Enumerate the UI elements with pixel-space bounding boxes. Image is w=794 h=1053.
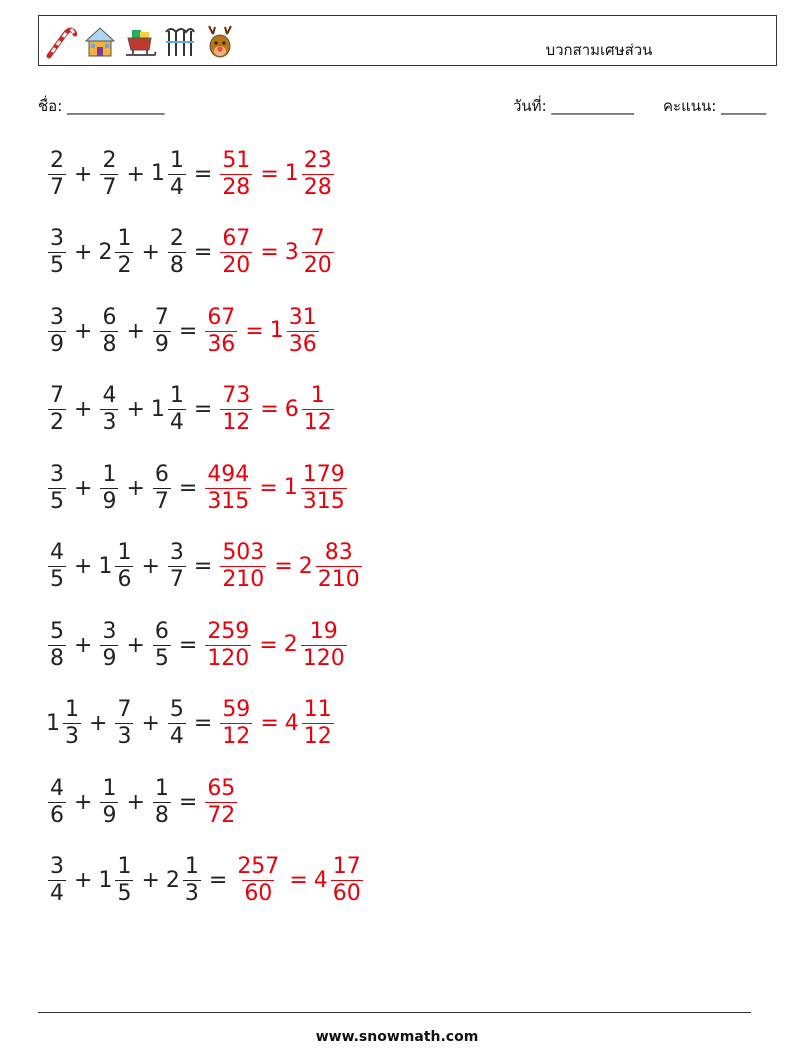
fraction-stack — [331, 854, 363, 907]
numerator: 4 — [50, 775, 64, 801]
fraction — [166, 697, 188, 750]
whole-number: 1 — [283, 475, 298, 500]
plus-sign: + — [126, 318, 145, 344]
fraction — [218, 148, 254, 201]
fraction — [98, 226, 135, 279]
plus-sign: + — [126, 475, 145, 501]
fraction-stack — [168, 226, 186, 279]
fraction-stack — [168, 697, 186, 750]
equals-sign: = — [260, 711, 279, 736]
fraction-stack — [301, 619, 347, 672]
reindeer-icon — [203, 22, 237, 60]
whole-number: 2 — [165, 867, 180, 893]
candy-cane-icon — [43, 22, 77, 60]
fraction — [46, 148, 68, 201]
numerator: 51 — [222, 147, 251, 173]
denominator: 315 — [207, 488, 250, 514]
whole-number: 1 — [46, 710, 60, 736]
whole-number: 1 — [150, 396, 165, 422]
numerator: 31 — [288, 304, 317, 330]
fraction-stack — [183, 854, 201, 907]
numerator: 2 — [50, 147, 64, 173]
fraction — [314, 854, 365, 907]
whole-number: 1 — [98, 867, 113, 893]
denominator: 8 — [169, 253, 184, 278]
score-field: คะแนน: ______ — [663, 97, 767, 115]
fraction — [98, 619, 120, 672]
fraction-stack — [168, 383, 186, 436]
fraction-stack — [302, 383, 334, 436]
denominator: 7 — [50, 174, 64, 200]
whole-number: 2 — [283, 632, 298, 657]
fraction — [270, 305, 321, 358]
denominator: 2 — [117, 253, 132, 278]
equals-sign: = — [289, 868, 308, 893]
numerator: 3 — [50, 854, 64, 879]
numerator: 3 — [50, 304, 64, 330]
numerator: 179 — [302, 461, 345, 487]
numerator: 1 — [117, 540, 132, 565]
numerator: 1 — [184, 854, 199, 879]
problem-row — [46, 456, 349, 520]
equals-sign: = — [274, 554, 293, 579]
numerator: 5 — [169, 697, 184, 722]
denominator: 7 — [154, 488, 169, 514]
fraction-stack — [48, 462, 66, 515]
fraction-stack — [115, 697, 133, 750]
fraction — [151, 619, 173, 672]
numerator: 1 — [117, 854, 132, 879]
fraction — [46, 697, 83, 750]
fraction-stack — [100, 462, 118, 515]
numerator: 7 — [50, 383, 64, 408]
numerator: 3 — [102, 618, 117, 644]
numerator: 1 — [169, 383, 184, 408]
fraction — [166, 854, 203, 907]
equals-sign: = — [208, 868, 228, 893]
plus-sign: + — [141, 240, 160, 265]
fraction-stack — [220, 226, 252, 279]
denominator: 5 — [50, 488, 64, 514]
numerator: 1 — [102, 461, 117, 487]
denominator: 9 — [154, 331, 169, 357]
fraction — [151, 305, 173, 358]
denominator: 8 — [50, 645, 64, 671]
fraction — [218, 697, 254, 750]
fraction — [151, 383, 188, 436]
fraction — [98, 305, 120, 358]
name-field: ชื่อ: _____________ — [38, 97, 165, 115]
plus-sign: + — [74, 554, 93, 579]
denominator: 210 — [317, 567, 360, 592]
fraction — [285, 226, 336, 279]
plus-sign: + — [141, 711, 160, 736]
denominator: 4 — [50, 881, 64, 906]
problem-row — [46, 378, 336, 442]
numerator: 6 — [154, 618, 169, 644]
fraction-stack — [220, 148, 252, 201]
fraction-stack — [220, 383, 252, 436]
equals-sign: = — [260, 397, 279, 422]
numerator: 67 — [222, 226, 251, 251]
numerator: 23 — [303, 147, 332, 173]
whole-number: 1 — [150, 161, 165, 186]
website-footer: www.snowmath.com — [315, 1029, 479, 1045]
fraction-stack — [115, 854, 133, 907]
plus-sign: + — [74, 868, 93, 893]
denominator: 9 — [102, 802, 117, 828]
numerator: 503 — [222, 540, 265, 565]
plus-sign: + — [74, 161, 93, 187]
denominator: 60 — [332, 881, 361, 906]
fraction-stack — [168, 540, 186, 593]
equals-sign: = — [259, 632, 278, 658]
fraction — [299, 540, 364, 593]
numerator: 4 — [102, 383, 117, 408]
fraction — [233, 854, 283, 907]
fraction — [98, 383, 120, 436]
numerator: 3 — [169, 540, 184, 565]
fraction-stack — [205, 462, 251, 515]
whole-number: 4 — [284, 710, 299, 736]
denominator: 5 — [50, 567, 64, 592]
fraction — [218, 226, 254, 279]
denominator: 3 — [102, 410, 117, 435]
problem-row — [46, 299, 321, 363]
fraction — [113, 697, 135, 750]
fraction-stack — [115, 226, 133, 279]
denominator: 120 — [302, 645, 345, 671]
fraction — [166, 226, 188, 279]
fence-icon — [163, 22, 197, 60]
fraction-stack — [287, 305, 319, 358]
fraction-stack — [302, 697, 334, 750]
denominator: 5 — [50, 253, 64, 278]
denominator: 36 — [288, 331, 317, 357]
fraction — [151, 462, 173, 515]
plus-sign: + — [141, 868, 160, 893]
numerator: 6 — [102, 304, 117, 330]
numerator: 11 — [303, 697, 332, 722]
fraction-stack — [302, 148, 334, 201]
fraction-stack — [48, 540, 66, 593]
fraction-stack — [115, 540, 133, 593]
fraction-stack — [301, 462, 347, 515]
numerator: 257 — [237, 854, 280, 879]
numerator: 7 — [117, 697, 132, 722]
equals-sign: = — [178, 789, 198, 815]
denominator: 12 — [222, 410, 251, 435]
problem-row — [46, 535, 364, 599]
equals-sign: = — [193, 711, 213, 736]
fraction — [98, 854, 135, 907]
problem-row — [46, 142, 336, 206]
sleigh-icon — [123, 22, 157, 60]
fraction-stack — [48, 776, 66, 829]
denominator: 3 — [117, 724, 132, 749]
fraction — [46, 226, 68, 279]
denominator: 315 — [302, 488, 345, 514]
fraction-stack — [48, 226, 66, 279]
fraction — [285, 148, 336, 201]
numerator: 59 — [222, 697, 251, 722]
denominator: 12 — [222, 724, 251, 749]
fraction-stack — [205, 776, 237, 829]
fraction — [46, 462, 68, 515]
denominator: 28 — [303, 174, 332, 200]
numerator: 1 — [154, 775, 169, 801]
numerator: 19 — [309, 618, 338, 644]
plus-sign: + — [74, 318, 93, 344]
house-icon — [83, 22, 117, 60]
whole-number: 1 — [284, 161, 299, 186]
plus-sign: + — [74, 475, 93, 501]
denominator: 60 — [244, 881, 273, 906]
fraction — [203, 462, 253, 515]
equals-sign: = — [193, 161, 213, 187]
problem-row — [46, 770, 239, 834]
fraction — [203, 305, 239, 358]
fraction-stack — [153, 305, 171, 358]
fraction-stack — [48, 383, 66, 436]
denominator: 7 — [169, 567, 184, 592]
numerator: 67 — [207, 304, 236, 330]
denominator: 4 — [169, 724, 184, 749]
fraction-stack — [205, 305, 237, 358]
numerator: 1 — [117, 226, 132, 251]
denominator: 9 — [102, 645, 117, 671]
numerator: 3 — [50, 461, 64, 487]
equals-sign: = — [178, 475, 198, 501]
equals-sign: = — [193, 240, 213, 265]
footer-divider — [38, 1012, 751, 1013]
worksheet-header — [38, 15, 777, 66]
equals-sign: = — [259, 475, 278, 501]
fraction-stack — [63, 697, 81, 750]
denominator: 210 — [222, 567, 265, 592]
numerator: 6 — [154, 461, 169, 487]
numerator: 1 — [310, 383, 325, 408]
problem-row — [46, 613, 349, 677]
numerator: 1 — [169, 147, 184, 173]
fraction-stack — [48, 305, 66, 358]
fraction-stack — [316, 540, 362, 593]
plus-sign: + — [74, 632, 93, 658]
fraction — [151, 148, 188, 201]
fraction-stack — [48, 148, 66, 201]
date-field: วันที่: ___________ — [513, 97, 634, 115]
denominator: 4 — [169, 410, 184, 435]
fraction — [285, 697, 336, 750]
denominator: 8 — [102, 331, 117, 357]
denominator: 12 — [303, 410, 332, 435]
whole-number: 3 — [284, 239, 299, 265]
fraction-stack — [100, 619, 118, 672]
denominator: 72 — [207, 802, 236, 828]
fraction — [46, 540, 68, 593]
whole-number: 2 — [98, 239, 113, 265]
plus-sign: + — [74, 397, 93, 422]
fraction-stack — [205, 619, 251, 672]
fraction — [46, 854, 68, 907]
whole-number: 1 — [269, 318, 284, 343]
fraction — [46, 776, 68, 829]
equals-sign: = — [260, 161, 279, 187]
fraction-stack — [100, 776, 118, 829]
equals-sign: = — [245, 318, 264, 344]
numerator: 3 — [50, 226, 64, 251]
denominator: 120 — [207, 645, 250, 671]
denominator: 3 — [184, 881, 199, 906]
denominator: 5 — [154, 645, 169, 671]
numerator: 1 — [65, 697, 79, 722]
denominator: 3 — [65, 724, 79, 749]
denominator: 2 — [50, 410, 64, 435]
fraction — [151, 776, 173, 829]
plus-sign: + — [141, 554, 160, 579]
numerator: 259 — [207, 618, 250, 644]
denominator: 36 — [207, 331, 236, 357]
whole-number: 4 — [313, 867, 328, 893]
numerator: 2 — [102, 147, 117, 173]
fraction — [284, 462, 349, 515]
plus-sign: + — [126, 397, 145, 422]
denominator: 12 — [303, 724, 332, 749]
fraction-stack — [100, 383, 118, 436]
fraction — [46, 305, 68, 358]
whole-number: 2 — [298, 553, 313, 579]
plus-sign: + — [89, 711, 108, 736]
problem-row — [46, 221, 336, 285]
denominator: 6 — [50, 802, 64, 828]
denominator: 5 — [117, 881, 132, 906]
whole-number: 1 — [98, 553, 113, 579]
equals-sign: = — [178, 318, 198, 344]
numerator: 494 — [207, 461, 250, 487]
fraction — [46, 619, 68, 672]
problem-row — [46, 849, 365, 913]
fraction-stack — [48, 619, 66, 672]
denominator: 8 — [154, 802, 169, 828]
equals-sign: = — [178, 632, 198, 658]
plus-sign: + — [126, 632, 145, 658]
numerator: 4 — [50, 540, 64, 565]
plus-sign: + — [74, 789, 93, 815]
numerator: 1 — [102, 775, 117, 801]
plus-sign: + — [126, 789, 145, 815]
problem-row — [46, 692, 336, 756]
denominator: 6 — [117, 567, 132, 592]
equals-sign: = — [193, 554, 213, 579]
numerator: 73 — [222, 383, 251, 408]
numerator: 65 — [207, 775, 236, 801]
fraction-stack — [235, 854, 281, 907]
fraction — [98, 462, 120, 515]
fraction-stack — [153, 776, 171, 829]
worksheet-title: บวกสามเศษส่วน — [545, 41, 653, 59]
fraction-stack — [153, 462, 171, 515]
fraction — [46, 383, 68, 436]
fraction — [203, 619, 253, 672]
numerator: 5 — [50, 618, 64, 644]
plus-sign: + — [74, 240, 93, 265]
denominator: 20 — [303, 253, 332, 278]
numerator: 17 — [332, 854, 361, 879]
numerator: 7 — [310, 226, 325, 251]
fraction — [218, 383, 254, 436]
denominator: 28 — [222, 174, 251, 200]
fraction — [285, 383, 336, 436]
fraction — [98, 540, 135, 593]
denominator: 4 — [169, 174, 184, 200]
fraction-stack — [100, 148, 118, 201]
numerator: 83 — [324, 540, 353, 565]
fraction — [98, 776, 120, 829]
equals-sign: = — [193, 397, 213, 422]
fraction-stack — [220, 540, 266, 593]
fraction-stack — [48, 854, 66, 907]
fraction-stack — [302, 226, 334, 279]
whole-number: 6 — [284, 396, 299, 422]
fraction — [166, 540, 188, 593]
fraction-stack — [153, 619, 171, 672]
fraction — [98, 148, 120, 201]
fraction — [218, 540, 268, 593]
fraction-stack — [168, 148, 186, 201]
denominator: 7 — [102, 174, 117, 200]
header-icons — [43, 22, 237, 62]
fraction — [284, 619, 349, 672]
numerator: 2 — [169, 226, 184, 251]
numerator: 7 — [154, 304, 169, 330]
fraction-stack — [100, 305, 118, 358]
equals-sign: = — [260, 240, 279, 265]
denominator: 9 — [102, 488, 117, 514]
denominator: 20 — [222, 253, 251, 278]
fraction — [203, 776, 239, 829]
plus-sign: + — [126, 161, 145, 187]
denominator: 9 — [50, 331, 64, 357]
fraction-stack — [220, 697, 252, 750]
